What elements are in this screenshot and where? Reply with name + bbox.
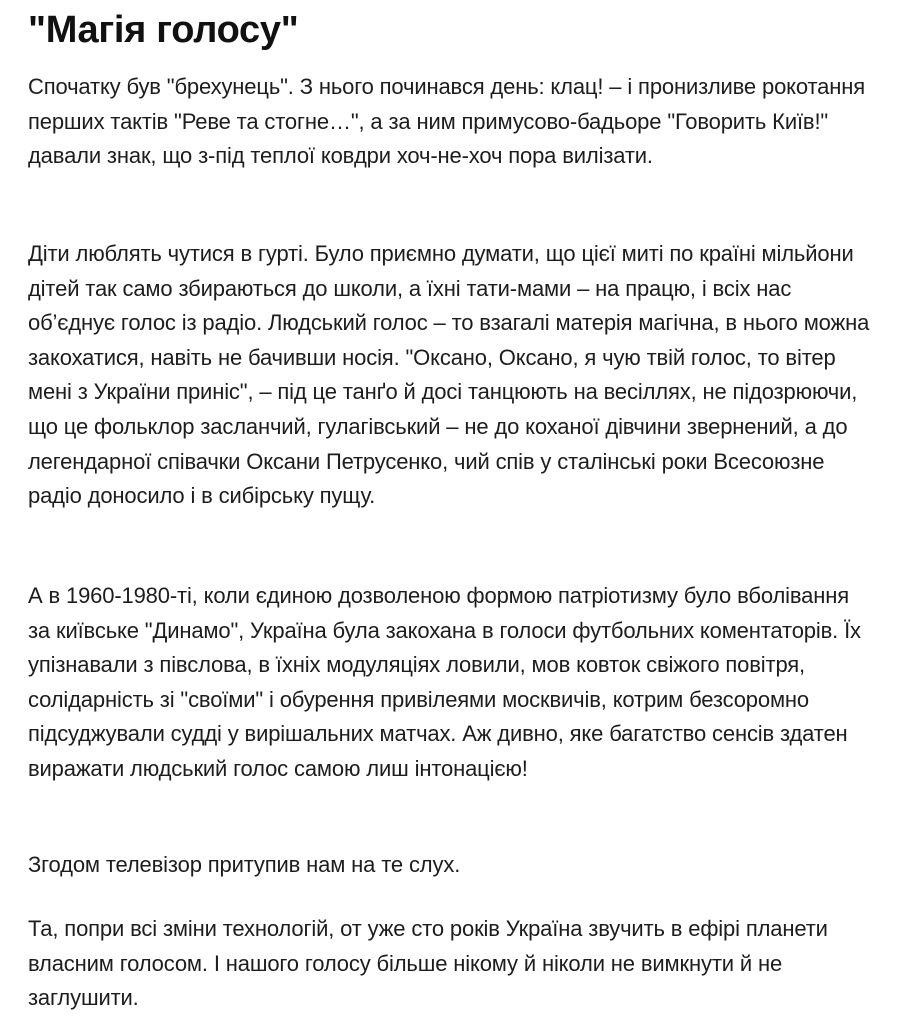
paragraph-conclusion: Та, попри всі зміни технологій, от уже сто років Україна звучить в ефірі планети власним голосом. І нашого голосу більше нікому й ніколи не вимкнути й не заглушити. (28, 916, 828, 1011)
paragraph-television: Згодом телевізор притупив нам на те слух. (28, 852, 461, 877)
paragraph-voice-magic: Діти люблять чутися в гурті. Було приємно думати, що цієї миті по країні мільйони дітей так само збираються до школи, а їхні тати-мами – на працю, і всіх нас об’єднує голос із радіо. Людський голос – то взагалі матерія магічна, в нього можна закохатися, навіть не бачивши носія. "Оксано, Оксано, я чую твій голос, то вітер мені з України приніс", – під це танґо й досі танцюють на весіллях, не підозрюючи, що це фольклор засланчий, гулагівський – не до коханої дівчини звернений, а до легендарної співачки Оксани Петрусенко, чий спів у сталінські роки Всесоюзне радіо доносило і в сибірську пущу. (28, 241, 870, 509)
article-title: "Магія голосу" (28, 9, 299, 51)
article (28, 0, 873, 1011)
paragraph-radio-morning: Спочатку був "брехунець". З нього починався день: клац! – і пронизливе рокотання перших тактів "Реве та стогне…", а за ним примусово-бадьоре "Говорить Київ!" давали знак, що з-під теплої ковдри хоч-не-хоч пора вилізати. (28, 74, 865, 169)
paragraph-football-commentators: А в 1960-1980-ті, коли єдиною дозволеною формою патріотизму було вболівання за київське "Динамо", Україна була закохана в голоси футбольних коментаторів. Їх упізнавали з півслова, в їхніх модуляціях ловили, мов ковток свіжого повітря, солідарність зі "своїми" і обурення привілеями москвичів, котрим безсоромно підсуджували судді у вирішальних матчах. Аж дивно, яке багатство сенсів здатен виражати людський голос самою лиш інтонацією! (28, 583, 861, 781)
